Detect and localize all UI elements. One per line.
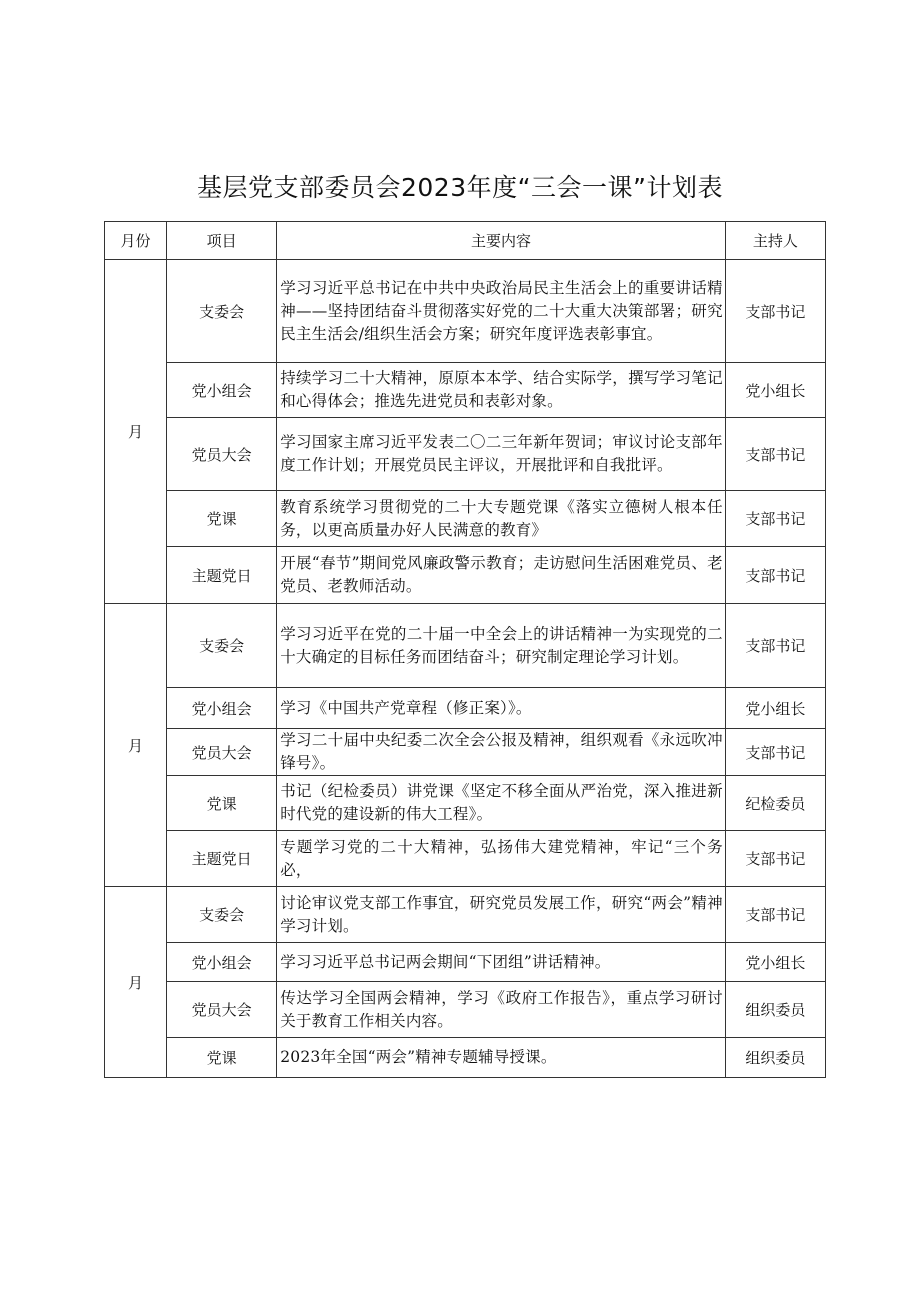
host-cell: 组织委员 bbox=[725, 1038, 825, 1078]
item-cell: 党课 bbox=[167, 491, 277, 547]
content-cell bbox=[277, 943, 726, 982]
content-text: 2023年全国“两会”精神专题辅导授课。 bbox=[280, 1048, 557, 1066]
host-cell: 党小组长 bbox=[725, 943, 825, 982]
content-text: 学习习近平在党的二十届一中全会上的讲话精神一为实现党的二十大确定的目标任务而团结奋斗；研究制定理论学习计划。 bbox=[280, 624, 723, 666]
header-row bbox=[105, 222, 826, 260]
content-cell bbox=[277, 776, 726, 831]
host-cell: 支部书记 bbox=[725, 491, 825, 547]
content-cell bbox=[277, 688, 726, 729]
host-cell: 纪检委员 bbox=[725, 776, 825, 831]
table-row bbox=[105, 982, 826, 1038]
item-cell: 党员大会 bbox=[167, 982, 277, 1038]
item-cell: 党小组会 bbox=[167, 943, 277, 982]
host-cell: 组织委员 bbox=[725, 982, 825, 1038]
month-cell: 月 bbox=[105, 887, 167, 1078]
item-cell: 党小组会 bbox=[167, 688, 277, 729]
item-cell: 党小组会 bbox=[167, 363, 277, 418]
content-text: 学习国家主席习近平发表二〇二三年新年贺词；审议讨论支部年度工作计划；开展党员民主评议，开展批评和自我批评。 bbox=[280, 433, 723, 474]
content-text: 专题学习党的二十大精神，弘扬伟大建党精神，牢记“三个务必， bbox=[280, 837, 723, 879]
header-content: 主要内容 bbox=[277, 222, 726, 260]
content-text: 学习习近平总书记在中共中央政治局民主生活会上的重要讲话精神——坚持团结奋斗贯彻落实好党的二十大重大决策部署；研究民主生活会/组织生活会方案；研究年度评选表彰事宜。 bbox=[280, 278, 723, 343]
content-cell bbox=[277, 982, 726, 1038]
content-text: 传达学习全国两会精神，学习《政府工作报告》，重点学习研讨关于教育工作相关内容。 bbox=[280, 988, 723, 1030]
table-row bbox=[105, 363, 826, 418]
content-text: 持续学习二十大精神，原原本本学、结合实际学，撰写学习笔记和心得体会；推选先进党员和表彰对象。 bbox=[280, 369, 723, 410]
table-row bbox=[105, 776, 826, 831]
content-cell bbox=[277, 1038, 726, 1078]
content-cell bbox=[277, 729, 726, 776]
table-row bbox=[105, 729, 826, 776]
table-row bbox=[105, 887, 826, 943]
host-cell: 支部书记 bbox=[725, 604, 825, 688]
content-text: 讨论审议党支部工作事宜，研究党员发展工作，研究“两会”精神学习计划。 bbox=[280, 893, 723, 935]
table-row bbox=[105, 1038, 826, 1078]
item-cell: 支委会 bbox=[167, 887, 277, 943]
table-row bbox=[105, 418, 826, 491]
content-text: 学习《中国共产党章程（修正案）》。 bbox=[280, 698, 532, 717]
table-row bbox=[105, 604, 826, 688]
content-text: 开展“春节”期间党风廉政警示教育；走访慰问生活困难党员、老党员、老教师活动。 bbox=[280, 554, 723, 595]
table-row bbox=[105, 547, 826, 604]
host-cell: 支部书记 bbox=[725, 260, 825, 363]
table-row bbox=[105, 943, 826, 982]
header-item: 项目 bbox=[167, 222, 277, 260]
content-text: 教育系统学习贯彻党的二十大专题党课《落实立德树人根本任务，以更高质量办好人民满意的教育》 bbox=[280, 497, 723, 539]
content-cell bbox=[277, 887, 726, 943]
month-cell: 月 bbox=[105, 604, 167, 887]
header-host: 主持人 bbox=[725, 222, 825, 260]
item-cell: 党课 bbox=[167, 776, 277, 831]
host-cell: 支部书记 bbox=[725, 418, 825, 491]
table-row bbox=[105, 260, 826, 363]
header-month: 月份 bbox=[105, 222, 167, 260]
table-row bbox=[105, 688, 826, 729]
host-cell: 党小组长 bbox=[725, 688, 825, 729]
table-row bbox=[105, 491, 826, 547]
content-cell bbox=[277, 604, 726, 688]
content-text: 学习习近平总书记两会期间“下团组”讲话精神。 bbox=[280, 952, 611, 971]
page-title: 基层党支部委员会2023年度“三会一课”计划表 bbox=[196, 173, 724, 202]
table-row bbox=[105, 831, 826, 887]
content-text: 学习二十届中央纪委二次全会公报及精神，组织观看《永远吹冲锋号》。 bbox=[280, 731, 723, 772]
content-cell bbox=[277, 547, 726, 604]
item-cell: 党员大会 bbox=[167, 729, 277, 776]
item-cell: 主题党日 bbox=[167, 831, 277, 887]
host-cell: 支部书记 bbox=[725, 887, 825, 943]
content-cell bbox=[277, 418, 726, 491]
plan-table bbox=[104, 221, 826, 1078]
content-text: 书记（纪检委员）讲党课《坚定不移全面从严治党，深入推进新时代党的建设新的伟大工程》。 bbox=[280, 782, 723, 823]
host-cell: 党小组长 bbox=[725, 363, 825, 418]
item-cell: 支委会 bbox=[167, 604, 277, 688]
host-cell: 支部书记 bbox=[725, 547, 825, 604]
item-cell: 党课 bbox=[167, 1038, 277, 1078]
content-cell bbox=[277, 831, 726, 887]
item-cell: 党员大会 bbox=[167, 418, 277, 491]
content-cell bbox=[277, 363, 726, 418]
content-cell bbox=[277, 260, 726, 363]
month-cell: 月 bbox=[105, 260, 167, 604]
host-cell: 支部书记 bbox=[725, 729, 825, 776]
item-cell: 主题党日 bbox=[167, 547, 277, 604]
host-cell: 支部书记 bbox=[725, 831, 825, 887]
item-cell: 支委会 bbox=[167, 260, 277, 363]
content-cell bbox=[277, 491, 726, 547]
